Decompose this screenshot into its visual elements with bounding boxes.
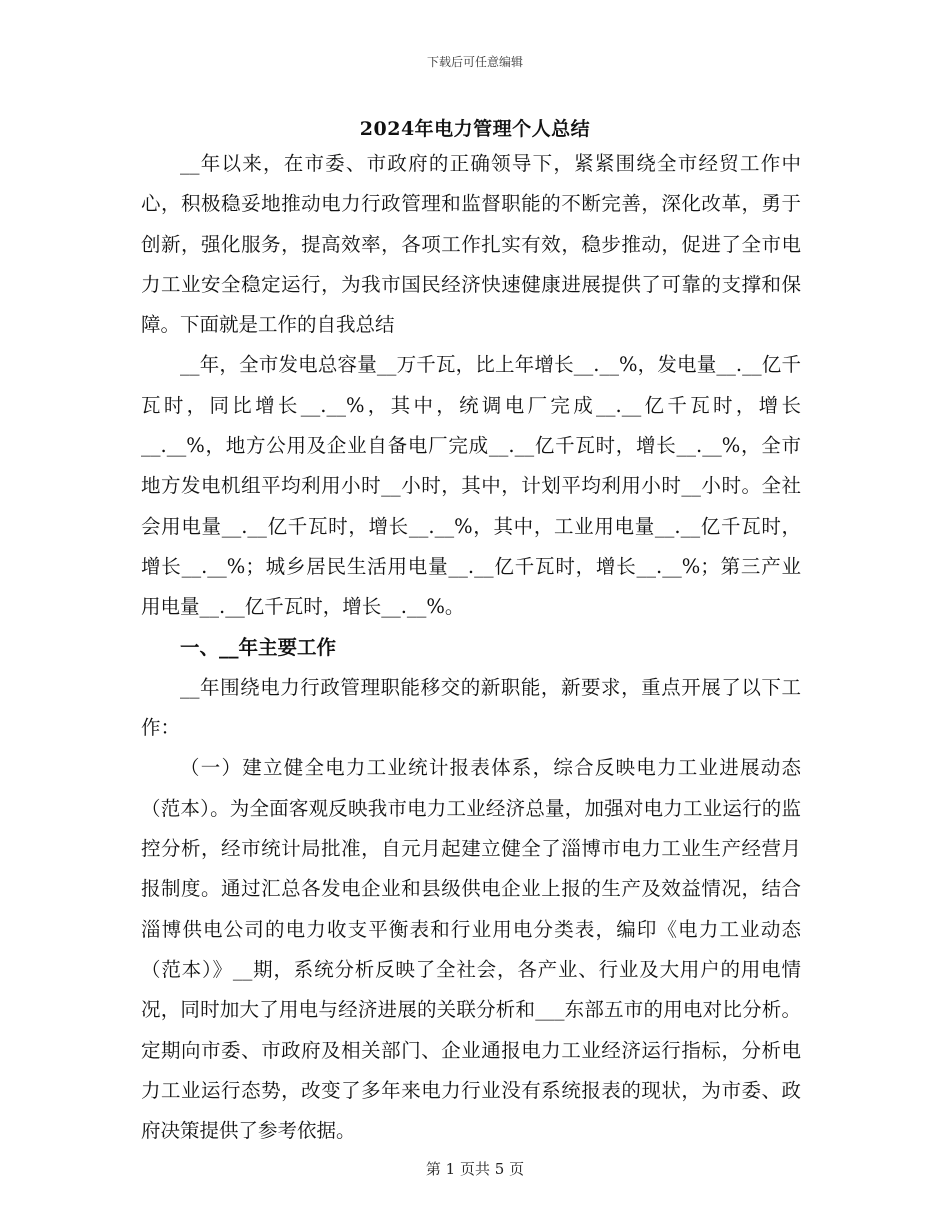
document-body (141, 144, 801, 1151)
intro-paragraph: __年以来，在市委、市政府的正确领导下，紧紧围绕全市经贸工作中心，积极稳妥地推动电力行政管理和监督职能的不断完善，深化改革，勇于创新，强化服务，提高效率，各项工作扎实有效，稳步推动，促进了全市电力工业安全稳定运行，为我市国民经济快速健康进展提供了可靠的支撑和保障。下面就是工作的自我总结 (141, 152, 801, 337)
document-title: 2024年电力管理个人总结 (359, 118, 591, 140)
page-footer: 第 1 页共 5 页 (425, 1160, 525, 1178)
page-header: 下载后可任意编辑 (426, 55, 523, 69)
section-intro-paragraph: __年围绕电力行政管理职能移交的新职能，新要求，重点开展了以下工作： (141, 675, 801, 740)
section-heading: 一、__年主要工作 (180, 635, 337, 659)
statistics-paragraph: __年，全市发电总容量__万千瓦，比上年增长__.__%，发电量__.__亿千瓦时，同比增长__.__%，其中，统调电厂完成__.__亿千瓦时，增长__.__%，地方公用及企业自备电厂完成__.__亿千瓦时，增长__.__%，全市地方发电机组平均利用小时__小时，其中，计划平均利用小时__小时。全社会用电量__.__亿千瓦时，增长__.__%，其中，工业用电量__.__亿千瓦时，增长__.__%；城乡居民生活用电量__.__亿千瓦时，增长__.__%；第三产业用电量__.__亿千瓦时，增长__.__%。 (141, 353, 801, 619)
item-one-paragraph: （一）建立健全电力工业统计报表体系，综合反映电力工业进展动态（范本）。为全面客观反映我市电力工业经济总量，加强对电力工业运行的监控分析，经市统计局批准，自元月起建立健全了淄博市电力工业生产经营月报制度。通过汇总各发电企业和县级供电企业上报的生产及效益情况，结合淄博供电公司的电力收支平衡表和行业用电分类表，编印《电力工业动态（范本）》__期，系统分析反映了全社会，各产业、行业及大用户的用电情况，同时加大了用电与经济进展的关联分析和___东部五市的用电对比分析。定期向市委、市政府及相关部门、企业通报电力工业经济运行指标，分析电力工业运行态势，改变了多年来电力行业没有系统报表的现状，为市委、政府决策提供了参考依据。 (141, 756, 801, 1143)
